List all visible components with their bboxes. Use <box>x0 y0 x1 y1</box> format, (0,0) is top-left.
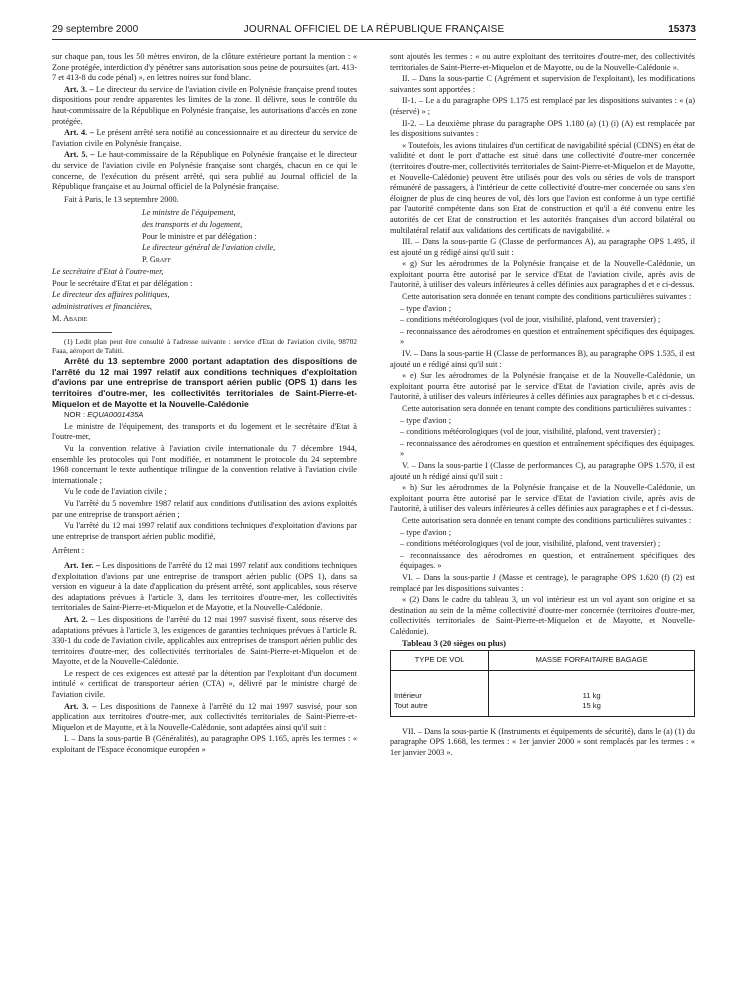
paragraph: IV. – Dans la sous-partie H (Classe de performances B), au paragraphe OPS 1.535, il est ajouté un e rédigé ainsi qu'il suit : <box>390 349 695 369</box>
article-label: Art. 4. – <box>64 128 94 138</box>
article-text: Le haut-commissaire de la République en Polynésie française et le directeur du service de l'aviation civile en Polynésie française sont chargés, chacun en ce qui le concerne, de l'exécution du présent arrêté, qui sera publié au Journal officiel de la République française et au Journal officiel de la Polynésie française. <box>52 150 358 192</box>
nor-label: NOR : <box>64 410 88 420</box>
paragraph: « g) Sur les aérodromes de la Polynésie française et de la Nouvelle-Calédonie, un exploitant pourra être autorisé par le service d'Etat de l'aviation civile, après avis de l'autorité, à utiliser des valeurs inférieures à celles définies aux paragraphes d et e ci-dessus. <box>390 259 695 290</box>
list-item: – reconnaissance des aérodromes en question et entraînement spécifiques des équipages. » <box>400 326 695 347</box>
signatory-name: P. Graff <box>142 254 171 264</box>
left-column <box>52 52 357 757</box>
table-cell: 15 kg <box>489 701 695 716</box>
signature-block-2 <box>52 267 237 324</box>
paragraph: « (2) Dans le cadre du tableau 3, un vol intérieur est un vol ayant son origine et sa destination au sein de la même collectivité d'outre-mer concernée (territoires d'outre-mer, collectivités territoriales de Saint-Pierre-et-Miquelon et de Mayotte, et Nouvelle-Calédonie). <box>390 595 695 636</box>
nor-reference <box>52 410 357 421</box>
paragraph: « e) Sur les aérodromes de la Polynésie française et de la Nouvelle-Calédonie, un exploitant pourra être autorisé par le service d'Etat de l'aviation civile, après avis de l'autorité, à utiliser des valeurs inférieures à celles définies aux paragraphes b et c ci-dessus. <box>390 371 695 402</box>
paragraph: II-2. – La deuxième phrase du paragraphe OPS 1.180 (a) (1) (i) (A) est remplacée par les dispositions suivantes : <box>390 118 695 139</box>
paragraph: Cette autorisation sera donnée en tenant compte des conditions particulières suivantes : <box>402 515 692 525</box>
baggage-mass-table <box>390 650 695 717</box>
page-header <box>52 24 696 38</box>
paragraph: VI. – Dans la sous-partie J (Masse et centrage), le paragraphe OPS 1.620 (f) (2) est remplacé par les dispositions suivantes : <box>390 572 695 593</box>
arretent-heading: Arrêtent : <box>52 546 85 556</box>
paragraph: Cette autorisation sera donnée en tenant compte des conditions particulières suivantes : <box>402 404 692 413</box>
article-2 <box>52 615 357 668</box>
table-cell: 11 kg <box>489 670 695 701</box>
article-1 <box>52 561 357 614</box>
header-date: 29 septembre 2000 <box>52 24 139 35</box>
signature-block-1 <box>142 208 357 265</box>
footnote-rule <box>52 332 112 333</box>
journal-title: JOURNAL OFFICIEL DE LA RÉPUBLIQUE FRANÇAISE <box>243 24 505 35</box>
table-cell: Tout autre <box>391 701 489 716</box>
article-label: Art. 1er. – <box>64 560 101 570</box>
paragraph: II. – Dans la sous-partie C (Agrément et supervision de l'exploitant), les modifications suivantes sont apportées : <box>390 74 695 94</box>
list-item: – type d'avion ; <box>400 415 452 425</box>
nor-value: EQUA0001435A <box>87 410 144 420</box>
list-item: – type d'avion ; <box>400 527 452 537</box>
paragraph: « h) Sur les aérodromes de la Polynésie française et de la Nouvelle-Calédonie, un exploitant pourra être autorisé par le service d'Etat de l'aviation civile, après avis de l'autorité, à utiliser des valeurs inférieures à celles définies aux paragraphes e et f ci-dessus. <box>390 483 695 514</box>
signature-line: Le secrétaire d'Etat à l'outre-mer, <box>52 267 164 277</box>
article-5 <box>52 150 357 192</box>
table-row <box>391 670 695 701</box>
article-text: Les dispositions de l'annexe à l'arrêté du 12 mai 1997 susvisé, pour son application aux territoires d'outre-mer, aux collectivités territoriales de Saint-Pierre-et-Miquelon et de Mayotte, et à la Nouvelle-Calédonie, sont adaptées ainsi qu'il suit : <box>52 701 357 732</box>
list-item: – reconnaissance des aérodromes en question et entraînement spécifiques des équipages. » <box>400 438 695 459</box>
article-text: Les dispositions de l'arrêté du 12 mai 1997 susvisé fixent, sous réserve des adaptations prévues à l'article 3, les exigences de garanties techniques prévues à l'article R. 330-1 du code de l'aviation civile, applicables aux entreprises de transport aérien public des territoires d'outre-mer, des collectivités territoriales de Saint-Pierre-et-Miquelon et de Mayotte, et de la Nouvelle-Calédonie. <box>52 614 357 667</box>
article-3b <box>52 702 357 734</box>
paragraph: Cette autorisation sera donnée en tenant compte des conditions particulières suivantes : <box>402 292 692 302</box>
article-3 <box>52 85 357 127</box>
list-item: – reconnaissance des aérodromes en question, et entraînement spécifiques des équipages. » <box>400 550 695 571</box>
visa: Vu l'arrêté du 5 novembre 1987 relatif aux conditions d'utilisation des avions exploités par une entreprise de transport aérien ; <box>52 498 357 519</box>
article-label: Art. 5. – <box>64 150 95 160</box>
visa: Vu l'arrêté du 12 mai 1997 relatif aux conditions techniques d'exploitation d'avions par une entreprise de transport aérien public modifié, <box>52 521 357 541</box>
signature-line: Le directeur général de l'aviation civile, <box>142 243 276 253</box>
page-number: 15373 <box>668 24 696 35</box>
paragraph: V. – Dans la sous-partie I (Classe de performances C), au paragraphe OPS 1.570, il est ajouté un h rédigé ainsi qu'il suit : <box>390 460 695 481</box>
article-text: Le présent arrêté sera notifié au concessionnaire et au directeur du service de l'aviation civile en Polynésie française. <box>52 128 357 148</box>
paragraph: III. – Dans la sous-partie G (Classe de performances A), au paragraphe OPS 1.495, il est ajouté un g rédigé ainsi qu'il suit : <box>390 237 695 257</box>
table-header: TYPE DE VOL <box>391 651 489 671</box>
article-text: Les dispositions de l'arrêté du 12 mai 1997 relatif aux conditions techniques d'exploitation d'avions par une entreprise de transport aérien public (OPS 1), dans sa version en vigueur à la date d'application du présent arrêté, sont applicables, sous réserve des adaptations prévues à l'article 3, dans les territoires d'outre-mer, les collectivités territoriales de Saint-Pierre-et-Miquelon et de Mayotte, et la Nouvelle-Calédonie. <box>52 560 357 613</box>
list-item: – conditions météorologiques (vol de jour, visibilité, plafond, vent traversier) ; <box>400 315 661 325</box>
article-label: Art. 3. – <box>64 84 94 94</box>
right-column <box>390 52 695 760</box>
article-label: Art. 3. – <box>64 701 97 711</box>
signatory-name: M. Abadie <box>52 313 88 323</box>
list-item: – conditions météorologiques (vol de jour, visibilité, plafond, vent traversier) ; <box>400 539 661 549</box>
table-header-row <box>391 651 695 671</box>
article-label: Art. 2. – <box>64 614 95 624</box>
signature-line: Le ministre de l'équipement, <box>142 208 236 218</box>
list-item: – conditions météorologiques (vol de jour, visibilité, plafond, vent traversier) ; <box>400 427 661 437</box>
signature-line: administratives et financières, <box>52 302 152 312</box>
paragraph: Le respect de ces exigences est attesté par la détention par l'exploitant d'un document intitulé « certificat de transporteur aérien (CTA) », délivré par le ministre chargé de l'aviation civile. <box>52 668 357 700</box>
signature-line: Le directeur des affaires politiques, <box>52 290 170 300</box>
signature-line: des transports et du logement, <box>142 219 243 229</box>
fait-a-paris: Fait à Paris, le 13 septembre 2000. <box>64 194 179 204</box>
signature-line: Pour le secrétaire d'Etat et par délégation : <box>52 278 193 288</box>
paragraph: Le ministre de l'équipement, des transports et du logement et le secrétaire d'Etat à l'outre-mer, <box>52 421 357 442</box>
header-rule <box>52 39 696 40</box>
table-cell: Intérieur <box>391 670 489 701</box>
list-item: – type d'avion ; <box>400 303 452 313</box>
paragraph: I. – Dans la sous-partie B (Généralités), au paragraphe OPS 1.165, après les termes : « exploitant de l'Espace économique européen » <box>52 734 357 755</box>
paragraph: sur chaque pan, tous les 50 mètres environ, de la clôture extérieure portant la mention : « Zone protégée, interdiction d'y pénétrer sans autorisation sous peine de poursuites (art. 413-7 et 413-8 du code pénal) », en lettres noires sur fond blanc. <box>52 52 357 83</box>
table-title: Tableau 3 (20 sièges ou plus) <box>402 638 507 649</box>
paragraph: « Toutefois, les avions titulaires d'un certificat de navigabilité spécial (CDNS) en état de validité et dont le port d'attache est situé dans une collectivité d'outre-mer concernée (territoires d'outre-mer, collectivités territoriales de Saint-Pierre-et-Miquelon et de Mayotte, et Nouvelle-Calédonie) peuvent être utilisés pour des vols ou séries de vols de transport rémunéré de passagers, à l'intérieur de cette collectivité d'outre-mer concernée ou sans s'en éloigner de plus de cinq heures de vol, dès lors que l'avion est conforme à un type certifié par l'autorité compétente dans son Etat de construction et qu'il a été convenu entre les autorités de cet Etat de construction et les autorités françaises d'un accord bilatéral ou multilatéral relatif aux validations des certificats de navigabilité. » <box>390 140 695 235</box>
paragraph: sont ajoutés les termes : « ou autre exploitant des territoires d'outre-mer, des collectivités territoriales de Saint-Pierre-et-Miquelon et de Mayotte, ou de la Nouvelle-Calédonie ». <box>390 52 695 72</box>
signature-line: Pour le ministre et par délégation : <box>142 231 257 241</box>
paragraph: II-1. – Le a du paragraphe OPS 1.175 est remplacé par les dispositions suivantes : « (a) (réservé) » ; <box>390 96 695 116</box>
footnote: (1) Ledit plan peut être consulté à l'adresse suivante : service d'Etat de l'aviation civile, 98702 Faaa, aéroport de Tahiti. <box>52 337 357 356</box>
paragraph: VII. – Dans la sous-partie K (Instruments et équipements de sécurité), dans le (a) (1) du paragraphe OPS 1.668, les termes : « 1er janvier 2000 » sont remplacés par les termes : « 1er janvier 2003 ». <box>390 726 695 758</box>
article-text: Le directeur du service de l'aviation civile en Polynésie française prend toutes dispositions pour rendre apparentes les limites de la zone. Il délivre, sous le contrôle du haut-commissaire de la République en Polynésie française, les autorisations d'accès en zone protégée. <box>52 84 358 126</box>
arrete-title: Arrêté du 13 septembre 2000 portant adaptation des dispositions de l'arrêté du 12 mai 1997 relatif aux conditions techniques d'exploitation d'avions par une entreprise de transport aérien public (OPS 1) dans les territoires d'outre-mer, les collectivités territoriales de Saint-Pierre-et-Miquelon et de Mayotte et la Nouvelle-Calédonie <box>52 356 357 409</box>
article-4 <box>52 128 357 149</box>
table-row <box>391 701 695 716</box>
table-header: MASSE FORFAITAIRE BAGAGE <box>489 651 695 671</box>
visa: Vu la convention relative à l'aviation civile internationale du 7 décembre 1944, ensemble les protocoles qui l'ont modifiée, et notamment le protocole du 24 septembre 1968 concernant le texte authentique trilingue de la convention relative à l'aviation civile internationale ; <box>52 444 357 485</box>
visa: Vu le code de l'aviation civile ; <box>64 487 167 497</box>
